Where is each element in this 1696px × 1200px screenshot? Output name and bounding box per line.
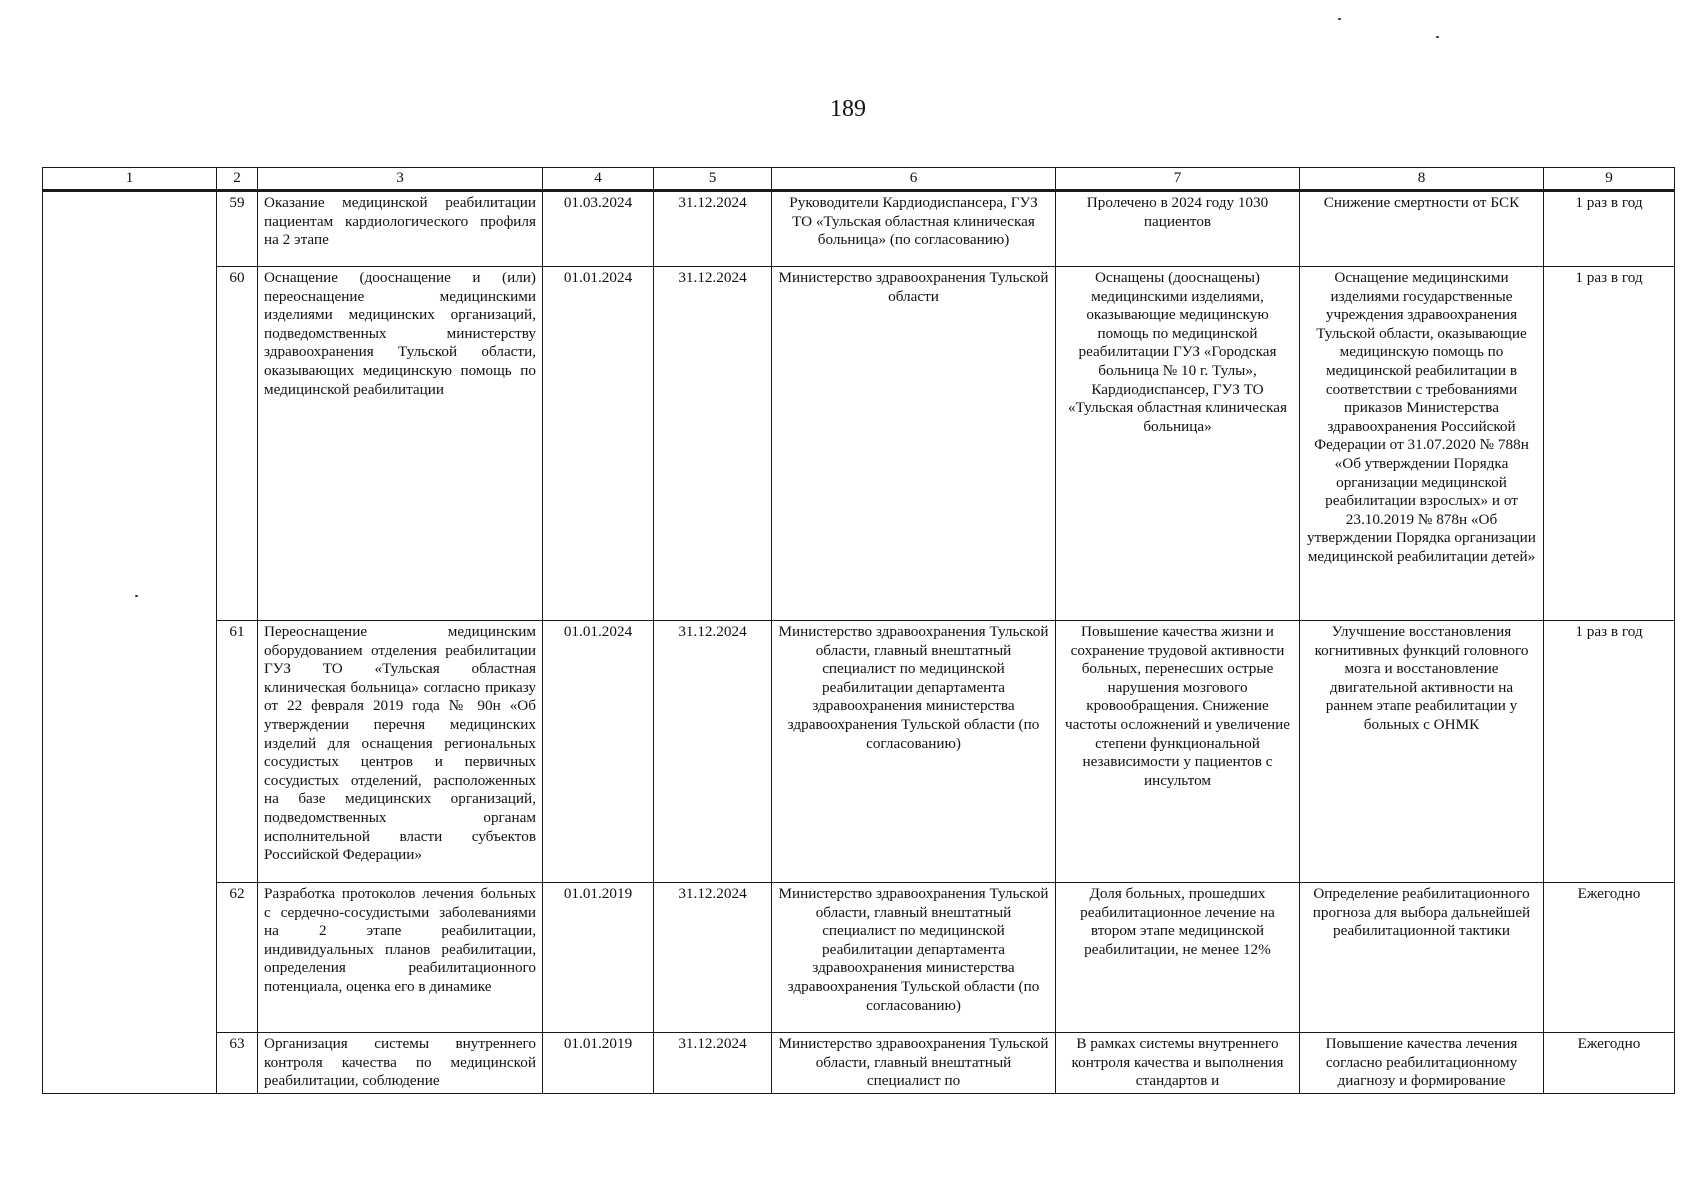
column-header: 5 (654, 168, 772, 191)
indicator-cell: Оснащены (дооснащены) медицинскими изделиями, оказывающие медицинскую помощь по медицинской реабилитации ГУЗ «Городская больница № 10 г. Тулы», Кардиодиспансер, ГУЗ ТО «Тульская областная клиническая больница» (1056, 267, 1300, 621)
column-header: 1 (43, 168, 217, 191)
section-cell (43, 191, 217, 1094)
end-date-cell: 31.12.2024 (654, 267, 772, 621)
responsible-cell: Министерство здравоохранения Тульской области, главный внештатный специалист по медицинской реабилитации департамента здравоохранения министерства здравоохранения Тульской области (по согласованию) (772, 621, 1056, 883)
column-header: 7 (1056, 168, 1300, 191)
start-date-cell: 01.01.2024 (543, 621, 654, 883)
result-cell: Снижение смертности от БСК (1300, 191, 1544, 267)
activity-cell: Оказание медицинской реабилитации пациентам кардиологического профиля на 2 этапе (258, 191, 543, 267)
activity-table (42, 167, 1675, 1094)
table-row (43, 1033, 1675, 1094)
row-number: 62 (217, 883, 258, 1033)
table-row (43, 191, 1675, 267)
activity-cell: Разработка протоколов лечения больных с сердечно-сосудистыми заболеваниями на 2 этапе реабилитации, индивидуальных планов реабилитации, определения реабилитационного потенциала, оценка его в динамике (258, 883, 543, 1033)
responsible-cell: Министерство здравоохранения Тульской области, главный внештатный специалист по (772, 1033, 1056, 1094)
table-row (43, 883, 1675, 1033)
responsible-cell: Министерство здравоохранения Тульской области (772, 267, 1056, 621)
row-number: 61 (217, 621, 258, 883)
indicator-cell: В рамках системы внутреннего контроля качества и выполнения стандартов и (1056, 1033, 1300, 1094)
activity-cell: Организация системы внутреннего контроля качества по медицинской реабилитации, соблюдение (258, 1033, 543, 1094)
frequency-cell: Ежегодно (1544, 883, 1675, 1033)
scan-speck (1338, 18, 1341, 20)
end-date-cell: 31.12.2024 (654, 621, 772, 883)
start-date-cell: 01.01.2019 (543, 883, 654, 1033)
column-header: 2 (217, 168, 258, 191)
frequency-cell: 1 раз в год (1544, 621, 1675, 883)
row-number: 59 (217, 191, 258, 267)
result-cell: Повышение качества лечения согласно реабилитационному диагнозу и формирование (1300, 1033, 1544, 1094)
table-row (43, 621, 1675, 883)
scan-speck (1436, 36, 1439, 38)
row-number: 63 (217, 1033, 258, 1094)
activity-cell: Переоснащение медицинским оборудованием отделения реабилитации ГУЗ ТО «Тульская областная клиническая больница» согласно приказу от 22 февраля 2019 года № 90н «Об утверждении перечня медицинских изделий для оснащения региональных сосудистых центров и первичных сосудистых отделений, расположенных на базе медицинских организаций, подведомственных органам исполнительной власти субъектов Российской Федерации» (258, 621, 543, 883)
start-date-cell: 01.01.2019 (543, 1033, 654, 1094)
start-date-cell: 01.03.2024 (543, 191, 654, 267)
table-row (43, 267, 1675, 621)
result-cell: Улучшение восстановления когнитивных функций головного мозга и восстановление двигательной активности на раннем этапе реабилитации у больных с ОНМК (1300, 621, 1544, 883)
indicator-cell: Повышение качества жизни и сохранение трудовой активности больных, перенесших острые нарушения мозгового кровообращения. Снижение частоты осложнений и увеличение степени функциональной независимости у пациентов с инсультом (1056, 621, 1300, 883)
result-cell: Оснащение медицинскими изделиями государственные учреждения здравоохранения Тульской области, оказывающие медицинскую помощь по медицинской реабилитации в соответствии с требованиями приказов Министерства здравоохранения Российской Федерации от 31.07.2020 № 788н «Об утверждении Порядка организации медицинской реабилитации взрослых» и от 23.10.2019 № 878н «Об утверждении Порядка организации медицинской реабилитации детей» (1300, 267, 1544, 621)
column-header: 6 (772, 168, 1056, 191)
indicator-cell: Доля больных, прошедших реабилитационное лечение на втором этапе медицинской реабилитации, не менее 12% (1056, 883, 1300, 1033)
start-date-cell: 01.01.2024 (543, 267, 654, 621)
result-cell: Определение реабилитационного прогноза для выбора дальнейшей реабилитационной тактики (1300, 883, 1544, 1033)
frequency-cell: Ежегодно (1544, 1033, 1675, 1094)
frequency-cell: 1 раз в год (1544, 191, 1675, 267)
end-date-cell: 31.12.2024 (654, 191, 772, 267)
column-header: 3 (258, 168, 543, 191)
column-header: 9 (1544, 168, 1675, 191)
activity-cell: Оснащение (дооснащение и (или) переоснащение медицинскими изделиями медицинских организаций, подведомственных министерству здравоохранения Тульской области, оказывающих медицинскую помощь по медицинской реабилитации (258, 267, 543, 621)
responsible-cell: Министерство здравоохранения Тульской области, главный внештатный специалист по медицинской реабилитации департамента здравоохранения министерства здравоохранения Тульской области (по согласованию) (772, 883, 1056, 1033)
row-number: 60 (217, 267, 258, 621)
page-number: 189 (830, 96, 866, 122)
column-number-row (43, 168, 1675, 191)
end-date-cell: 31.12.2024 (654, 1033, 772, 1094)
column-header: 4 (543, 168, 654, 191)
indicator-cell: Пролечено в 2024 году 1030 пациентов (1056, 191, 1300, 267)
end-date-cell: 31.12.2024 (654, 883, 772, 1033)
frequency-cell: 1 раз в год (1544, 267, 1675, 621)
responsible-cell: Руководители Кардиодиспансера, ГУЗ ТО «Тульская областная клиническая больница» (по согласованию) (772, 191, 1056, 267)
column-header: 8 (1300, 168, 1544, 191)
